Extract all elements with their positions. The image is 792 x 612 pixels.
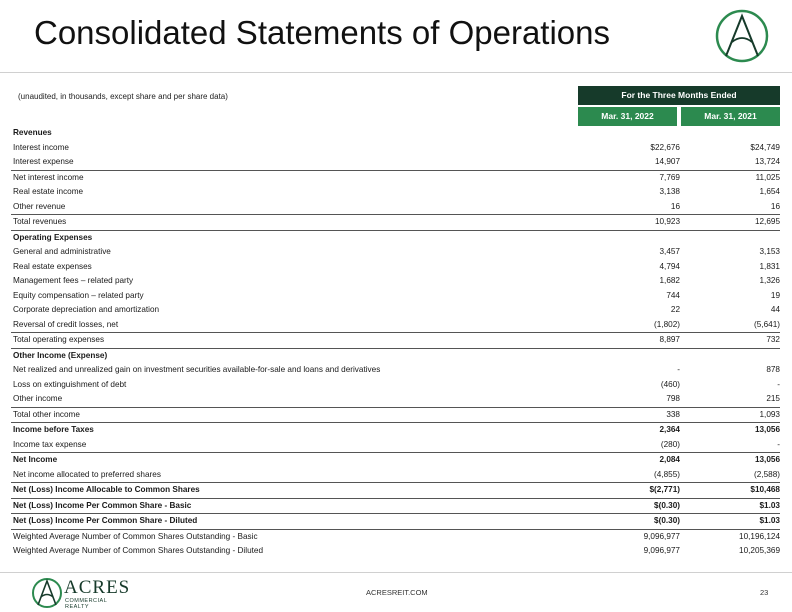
table-subtitle: (unaudited, in thousands, except share and per share data) — [18, 92, 228, 101]
value-2022: 798 — [666, 394, 680, 403]
value-2021: 11,025 — [755, 172, 780, 182]
value-2022: $(0.30) — [654, 516, 680, 525]
value-2021: 13,056 — [754, 425, 780, 434]
row-label: Equity compensation – related party — [13, 290, 144, 300]
row-label: Net Income — [13, 455, 58, 464]
table-row — [11, 498, 780, 514]
table-row — [11, 274, 780, 289]
table-row — [11, 363, 780, 378]
row-label: Total revenues — [13, 217, 67, 226]
value-2022: 338 — [666, 409, 680, 419]
value-2021: $24,749 — [750, 142, 780, 152]
value-2022: (4,855) — [654, 469, 680, 479]
footer-website: ACRESREIT.COM — [366, 588, 428, 597]
table-row — [11, 200, 780, 215]
value-2021: 1,831 — [759, 261, 780, 271]
row-label: Net realized and unrealized gain on investment securities available-for-sale and loans and derivatives — [13, 365, 381, 374]
table-row — [11, 318, 780, 333]
table-row — [11, 482, 780, 498]
row-label: Income before Taxes — [13, 425, 94, 434]
value-2021: 13,724 — [754, 157, 780, 166]
table-row — [11, 513, 780, 529]
row-label: Other Income (Expense) — [13, 350, 108, 360]
row-label: Other income — [13, 394, 63, 403]
table-row — [11, 170, 780, 186]
value-2021: 10,205,369 — [739, 546, 780, 555]
value-2021: 732 — [766, 335, 780, 344]
row-label: Net interest income — [13, 172, 84, 182]
row-label: Reversal of credit losses, net — [13, 319, 119, 329]
column-header-2022: Mar. 31, 2022 — [578, 107, 677, 126]
row-label: Management fees – related party — [13, 276, 134, 285]
value-2022: 2,084 — [659, 455, 680, 464]
row-label: Interest expense — [13, 157, 74, 166]
value-2021: 1,654 — [759, 187, 780, 196]
footer-logo — [30, 577, 130, 609]
value-2021: (5,641) — [754, 319, 780, 329]
value-2021: $1.03 — [759, 516, 780, 525]
row-label: Total other income — [13, 409, 80, 419]
table-row — [11, 141, 780, 156]
table-row — [11, 438, 780, 453]
value-2022: 14,907 — [654, 157, 680, 166]
period-header: For the Three Months Ended — [578, 86, 780, 105]
table-row — [11, 407, 780, 423]
value-2022: 9,096,977 — [643, 546, 680, 555]
value-2021: 1,326 — [759, 276, 780, 285]
value-2022: 3,457 — [659, 247, 680, 256]
row-label: Real estate income — [13, 187, 84, 196]
table-row — [11, 348, 780, 364]
value-2022: 744 — [666, 290, 680, 300]
value-2022: 4,794 — [659, 261, 680, 271]
header-divider — [0, 72, 792, 73]
value-2022: 9,096,977 — [643, 531, 680, 541]
table-row — [11, 185, 780, 200]
table-row — [11, 452, 780, 468]
value-2021: 10,196,124 — [739, 531, 780, 541]
table-row — [11, 126, 780, 141]
row-label: Interest income — [13, 142, 69, 152]
value-2021: 215 — [766, 394, 780, 403]
table-row — [11, 260, 780, 275]
row-label: Weighted Average Number of Common Shares Outstanding - Diluted — [13, 546, 264, 555]
value-2021: 13,056 — [754, 455, 780, 464]
value-2021: 12,695 — [754, 217, 780, 226]
value-2022: 3,138 — [659, 187, 680, 196]
value-2022: (1,802) — [654, 319, 680, 329]
row-label: Real estate expenses — [13, 261, 92, 271]
page-number: 23 — [760, 588, 769, 597]
row-label: Net (Loss) Income Allocable to Common Shares — [13, 485, 200, 494]
row-label: Net (Loss) Income Per Common Share - Basic — [13, 500, 192, 510]
table-row — [11, 289, 780, 304]
operations-table — [11, 126, 780, 559]
acres-footer-logo-icon — [30, 577, 64, 609]
value-2022: 2,364 — [659, 425, 680, 434]
value-2022: - — [677, 365, 680, 374]
row-label: Revenues — [13, 128, 52, 137]
row-label: General and administrative — [13, 247, 111, 256]
value-2021: - — [777, 379, 780, 389]
table-row — [11, 422, 780, 438]
row-label: Income tax expense — [13, 439, 87, 449]
table-row — [11, 303, 780, 318]
value-2022: 16 — [670, 201, 680, 211]
table-row — [11, 544, 780, 559]
row-label: Net income allocated to preferred shares — [13, 469, 161, 479]
row-label: Corporate depreciation and amortization — [13, 305, 160, 314]
footer-logo-sub: COMMERCIAL REALTY — [65, 598, 108, 610]
value-2022: 22 — [670, 305, 680, 314]
footer-divider — [0, 572, 792, 573]
table-row — [11, 392, 780, 407]
table-row — [11, 468, 780, 483]
value-2021: 16 — [770, 201, 780, 211]
value-2022: 10,923 — [654, 217, 680, 226]
row-label: Loss on extinguishment of debt — [13, 379, 127, 389]
row-label: Net (Loss) Income Per Common Share - Diluted — [13, 516, 198, 525]
value-2021: - — [777, 439, 780, 449]
value-2021: 44 — [770, 305, 780, 314]
acres-logo-icon — [712, 8, 772, 64]
table-row — [11, 332, 780, 348]
value-2021: $10,468 — [750, 485, 780, 494]
row-label: Other revenue — [13, 201, 66, 211]
value-2021: (2,588) — [754, 469, 780, 479]
row-label: Weighted Average Number of Common Shares Outstanding - Basic — [13, 531, 258, 541]
table-row — [11, 245, 780, 260]
value-2022: $(0.30) — [654, 500, 680, 510]
value-2022: 8,897 — [659, 335, 680, 344]
page-title: Consolidated Statements of Operations — [34, 14, 611, 51]
value-2021: 1,093 — [759, 409, 780, 419]
value-2021: 3,153 — [759, 247, 780, 256]
value-2021: 878 — [766, 365, 780, 374]
table-row — [11, 230, 780, 246]
table-row — [11, 529, 780, 545]
value-2021: $1.03 — [759, 500, 780, 510]
value-2022: 7,769 — [659, 172, 680, 182]
value-2022: 1,682 — [659, 276, 680, 285]
column-header-2021: Mar. 31, 2021 — [681, 107, 780, 126]
footer-logo-name: ACRES — [64, 577, 131, 598]
value-2022: (460) — [660, 379, 680, 389]
value-2022: $22,676 — [650, 142, 680, 152]
value-2022: $(2,771) — [649, 485, 680, 494]
table-row — [11, 378, 780, 393]
row-label: Total operating expenses — [13, 335, 105, 344]
row-label: Operating Expenses — [13, 232, 93, 242]
value-2022: (280) — [660, 439, 680, 449]
table-row — [11, 214, 780, 230]
value-2021: 19 — [770, 290, 780, 300]
table-row — [11, 155, 780, 170]
